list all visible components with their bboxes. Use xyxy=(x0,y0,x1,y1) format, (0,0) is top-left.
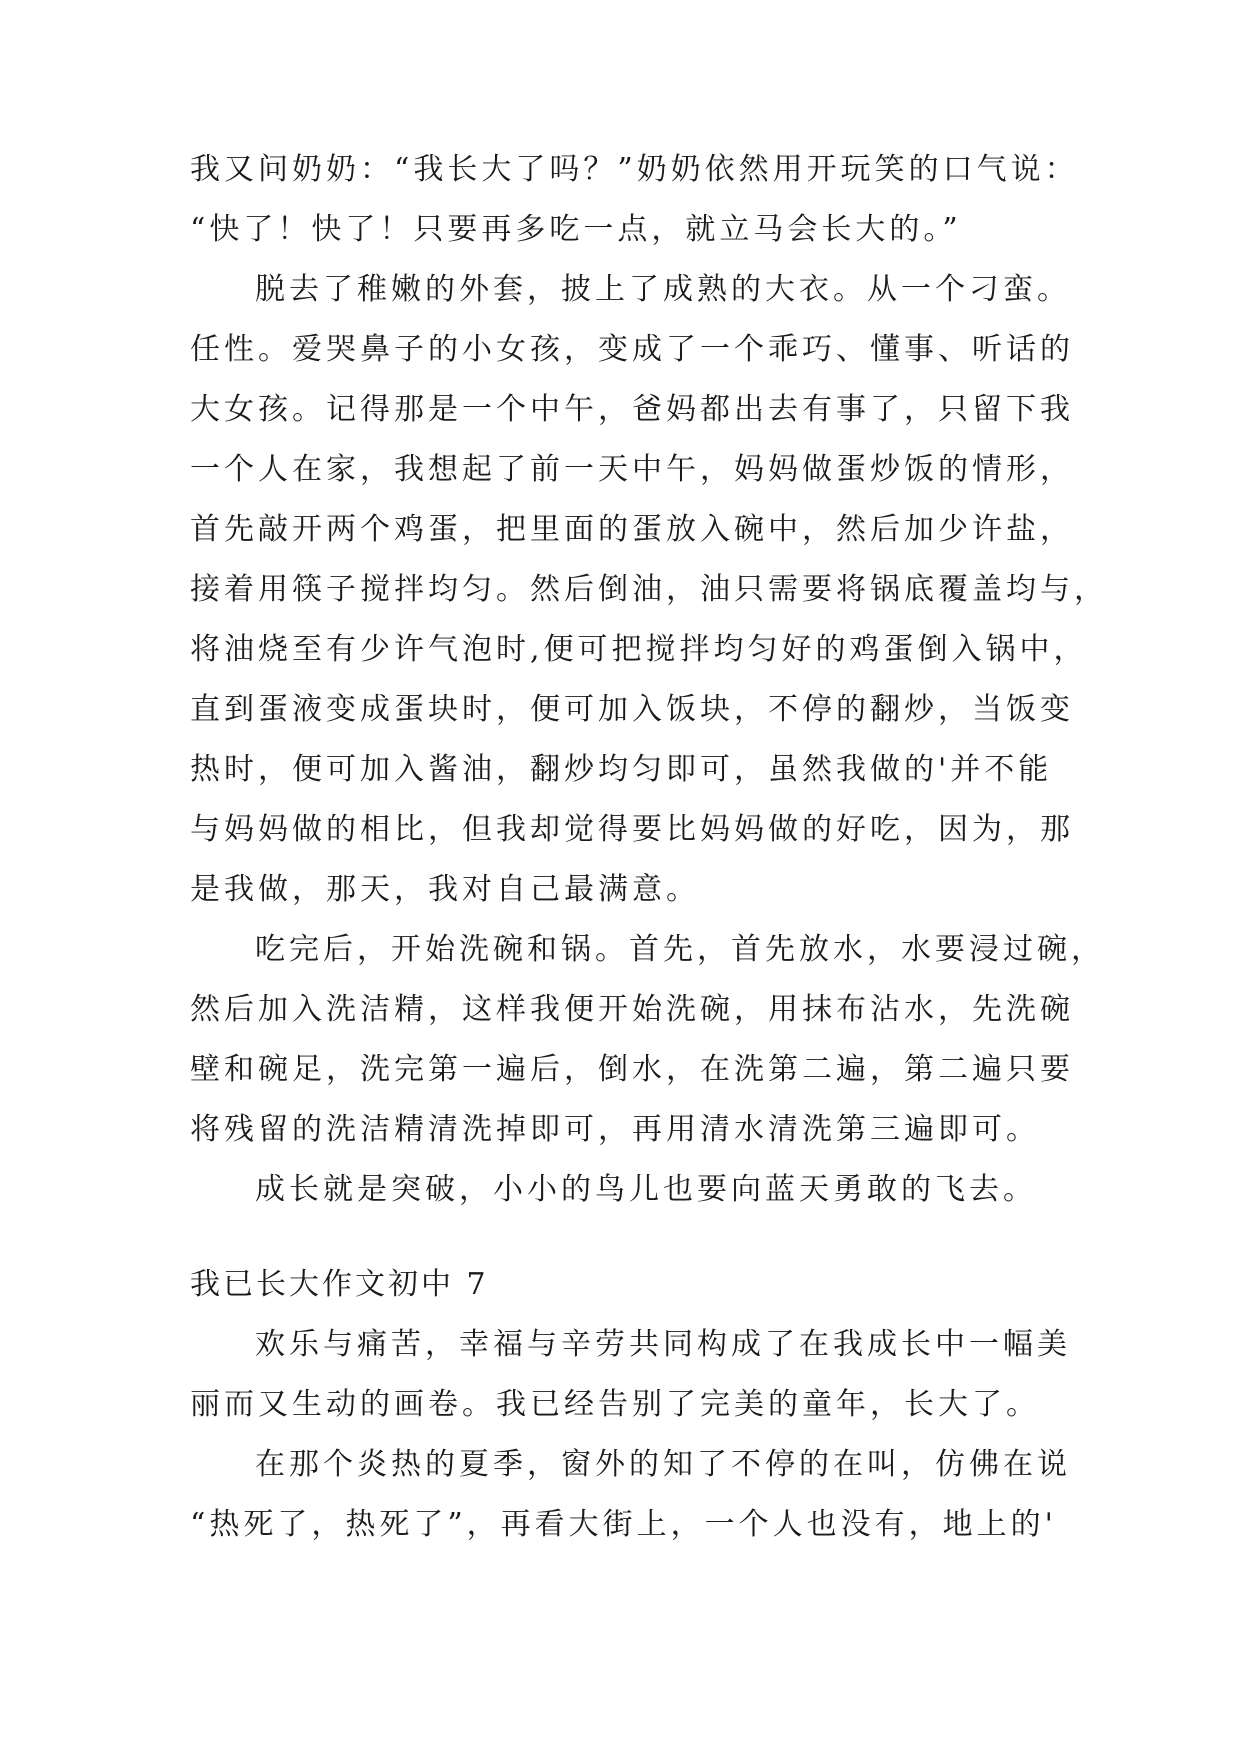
text-line: 与妈妈做的相比，但我却觉得要比妈妈做的好吃，因为，那 xyxy=(190,812,1074,847)
text-line: 直到蛋液变成蛋块时，便可加入饭块，不停的翻炒，当饭变 xyxy=(190,692,1074,727)
text-line: “快了！快了！只要再多吃一点，就立马会长大的。” xyxy=(190,212,962,247)
text-line: 将油烧至有少许气泡时,便可把搅拌均匀好的鸡蛋倒入锅中， xyxy=(190,632,1088,667)
text-line: 一个人在家，我想起了前一天中午，妈妈做蛋炒饭的情形， xyxy=(190,452,1074,487)
paragraph-start: 吃完后，开始洗碗和锅。首先，首先放水，水要浸过碗， xyxy=(255,932,1105,967)
paragraph-start: 在那个炎热的夏季，窗外的知了不停的在叫，仿佛在说 xyxy=(255,1447,1071,1482)
text-line: 壁和碗足，洗完第一遍后，倒水，在洗第二遍，第二遍只要 xyxy=(190,1052,1074,1087)
paragraph-start: 成长就是突破，小小的鸟儿也要向蓝天勇敢的飞去。 xyxy=(255,1172,1037,1207)
text-line: 然后加入洗洁精，这样我便开始洗碗，用抹布沾水，先洗碗 xyxy=(190,992,1074,1027)
section-heading: 我已长大作文初中 7 xyxy=(190,1267,489,1302)
text-line: 热时，便可加入酱油，翻炒均匀即可，虽然我做的'并不能 xyxy=(190,752,1053,787)
text-line: 接着用筷子搅拌均匀。然后倒油，油只需要将锅底覆盖均与， xyxy=(190,572,1108,607)
text-line: 首先敲开两个鸡蛋，把里面的蛋放入碗中，然后加少许盐， xyxy=(190,512,1074,547)
text-line: 丽而又生动的画卷。我已经告别了完美的童年，长大了。 xyxy=(190,1387,1040,1422)
text-line: 是我做，那天，我对自己最满意。 xyxy=(190,872,700,907)
text-line: 我又问奶奶：“我长大了吗？”奶奶依然用开玩笑的口气说： xyxy=(190,152,1079,187)
text-line: 任性。爱哭鼻子的小女孩，变成了一个乖巧、懂事、听话的 xyxy=(190,332,1074,367)
paragraph-start: 脱去了稚嫩的外套，披上了成熟的大衣。从一个刁蛮。 xyxy=(255,272,1071,307)
text-line: 大女孩。记得那是一个中午，爸妈都出去有事了，只留下我 xyxy=(190,392,1074,427)
paragraph-start: 欢乐与痛苦，幸福与辛劳共同构成了在我成长中一幅美 xyxy=(255,1327,1071,1362)
text-line: “热死了，热死了”，再看大街上，一个人也没有，地上的' xyxy=(190,1507,1057,1542)
text-line: 将残留的洗洁精清洗掉即可，再用清水清洗第三遍即可。 xyxy=(190,1112,1040,1147)
